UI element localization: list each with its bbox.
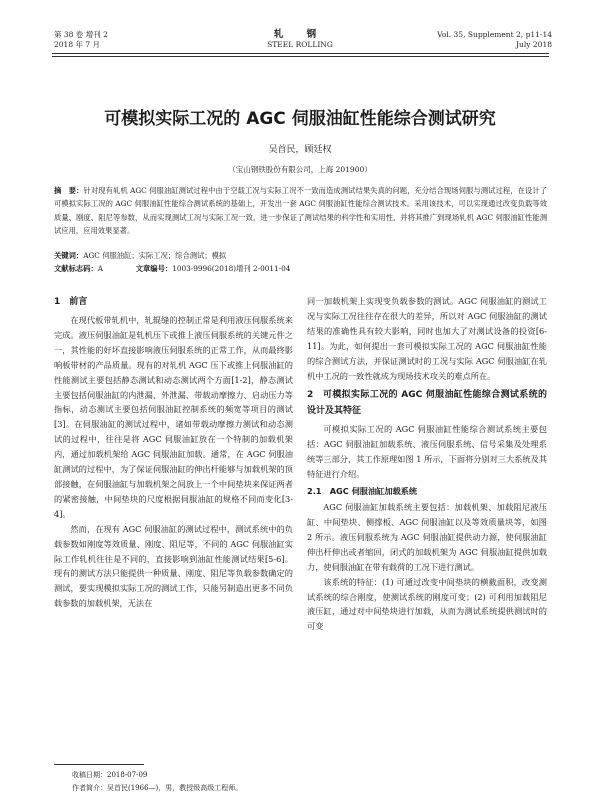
abstract-label: 摘 要： [54,186,84,195]
section-2-heading: 2 可模拟实际工况的 AGC 伺服油缸性能综合测试系统的设计及其特征 [307,390,547,417]
section-1-heading: 1 前言 [54,297,88,307]
subsection-2-1-heading: 2.1 AGC 伺服油缸加载系统 [307,486,418,497]
body-paragraph: 同一加载机架上实现变负载参数的测试。AGC 伺服油缸的测试工况与实际工况往往存在很大的差异，所以对 AGC 伺服油缸的测试结果的准确性具有较大影响，同时也加大了对测试设备的投资[6-11]。为此，如何提出一套可模拟实际工况的 AGC 伺服油缸性能的综合测试方法，并保证测试时的工况与实际 AGC 伺服油缸在轧机中工况的一致性就成为现场技术攻关的难点所在。 [307,296,547,381]
paper-authors: 吴首民，顾廷权 [268,145,332,155]
body-paragraph: 然而，在现有 AGC 伺服油缸的测试过程中，测试系统中的负载参数如刚度等效质量、刚度、阻尼等，不同的 AGC 伺服油缸实际工作轧机往往是不同的，直接影响到油缸性能测试结果[5-6]。现有的测试方法只能提供一种质量、刚度、阻尼等负载参数确定的测试，要实现模拟实际工况的测试工作，只能另制造出更多不同负载参数的加载机架，无法在 [54,523,293,609]
abstract [54,184,547,237]
body-paragraph: 该系统的特征：(1) 可通过改变中间垫块的横截面积，改变测试系统的综合刚度，使测试系统的刚度可变；(2) 可利用加载阻尼液压缸，通过对中间垫块进行加载，从而为测试系统提供测试时的可变 [307,576,547,632]
body-column-left [54,290,293,611]
clc-label: 文献标志码： [54,264,98,273]
issue-date-en: July 2018 [516,40,552,49]
header-rule-bottom [52,56,549,57]
clc-value: A [97,264,104,273]
received-date: 收稿日期：2018-07-09 [72,771,148,779]
body-paragraph: AGC 伺服油缸加载系统主要包括：加载机架、加载阻尼液压缸、中间垫块、侧撑板、AGC 伺服油缸以及等效质量块等，如图 2 所示。液压伺服系统为 AGC 伺服油缸提供动力源，使伺服油缸伸出杆伸出或者缩回，闭式的加载机架为 AGC 伺服油缸提供加载力，使伺服油缸在带有载荷的工况下进行测试。 [307,502,547,572]
issue-date: 2018 年 7 月 [54,40,101,49]
body-column-right [307,294,547,634]
author-affiliation: （宝山钢铁股份有限公司，上海 201900） [228,165,372,174]
footnote-rule [54,764,144,765]
keywords-text: AGC 伺服油缸；实际工况；综合测试；模拟 [83,251,227,260]
author-bio: 作者简介：吴首民(1966—)，男，教授级高级工程师。 [72,784,243,792]
body-paragraph: 在现代板带轧机中，轧辊缝的控制正常是利用液压伺服系统来完成。液压伺服油缸是轧机压下或推上液压伺服系统的关键元件之一，其性能的好坏直接影响液压伺服系统的正常工作，从而最终影响板带材的产品质量。现有的对轧机 AGC 压下或推上伺服油缸的性能测试主要包括静态测试和动态测试两个方面[1-2]，静态测试主要包括伺服油缸的内泄漏、外泄漏、带载动摩擦力、启动压力等指标，动态测试主要包括伺服油缸控制系统的频宽等项目的测试[3]。在伺服油缸的测试过程中，诸如带载动摩擦力测试和动态测试的过程中，往往是将 AGC 伺服油缸放在一个特制的加载机架内，通过加载机架给 AGC 伺服油缸加载。通常，在 AGC 伺服油缸测试的过程中，为了保证伺服油缸的伸出杆能够与加载机架的顶部接触，在伺服油缸与加载机架之间放上一个中间垫块来保证两者的紧密接触，中间垫块的尺度根据伺服油缸的规格不同而变化[3-4]。 [54,315,293,519]
classification-line [54,263,547,275]
running-header-right [437,30,552,50]
header-rule-top [52,53,549,54]
volume-info-en: Vol. 35, Supplement 2, p11-14 [437,30,552,39]
volume-info: 第 38 卷 增刊 2 [54,30,108,39]
body-paragraph: 可模拟实际工况的 AGC 伺服油缸性能综合测试系统主要包括：AGC 伺服油缸加载系统、液压伺服系统、信号采集及处理系统等三部分，其工作原理如图 1 所示，下面将分别对三大系统及其特征进行介绍。 [307,424,547,480]
journal-name-cn: 轧 钢 [273,29,327,40]
article-id-label: 文章编号： [135,264,173,273]
abstract-text: 针对现有轧机 AGC 伺服油缸测试过程中由于空载工况与实际工况不一致而造成测试结果失真的问题，充分结合现场伺服与测试过程，在设计了可模拟实际工况的 AGC 伺服油缸性能综合测试系统的基础上，开发出一套 AGC 伺服油缸性能综合测试技术。采用该技术，可以实现通过改变负载等效质量、刚度、阻尼等参数，从而实现测试工况与实际工况一致，进一步保证了测试结果的科学性和实用性，并将其推广到现场轧机 AGC 伺服油缸性能测试应用，应用效果显著。 [54,186,547,235]
keywords-label: 关键词： [54,251,84,260]
journal-name-en: STEEL ROLLING [267,40,333,49]
keywords [54,250,547,262]
paper-title: 可模拟实际工况的 AGC 伺服油缸性能综合测试研究 [104,109,496,129]
article-id-value: 1003-9996(2018)增刊 2-0011-04 [172,264,291,273]
